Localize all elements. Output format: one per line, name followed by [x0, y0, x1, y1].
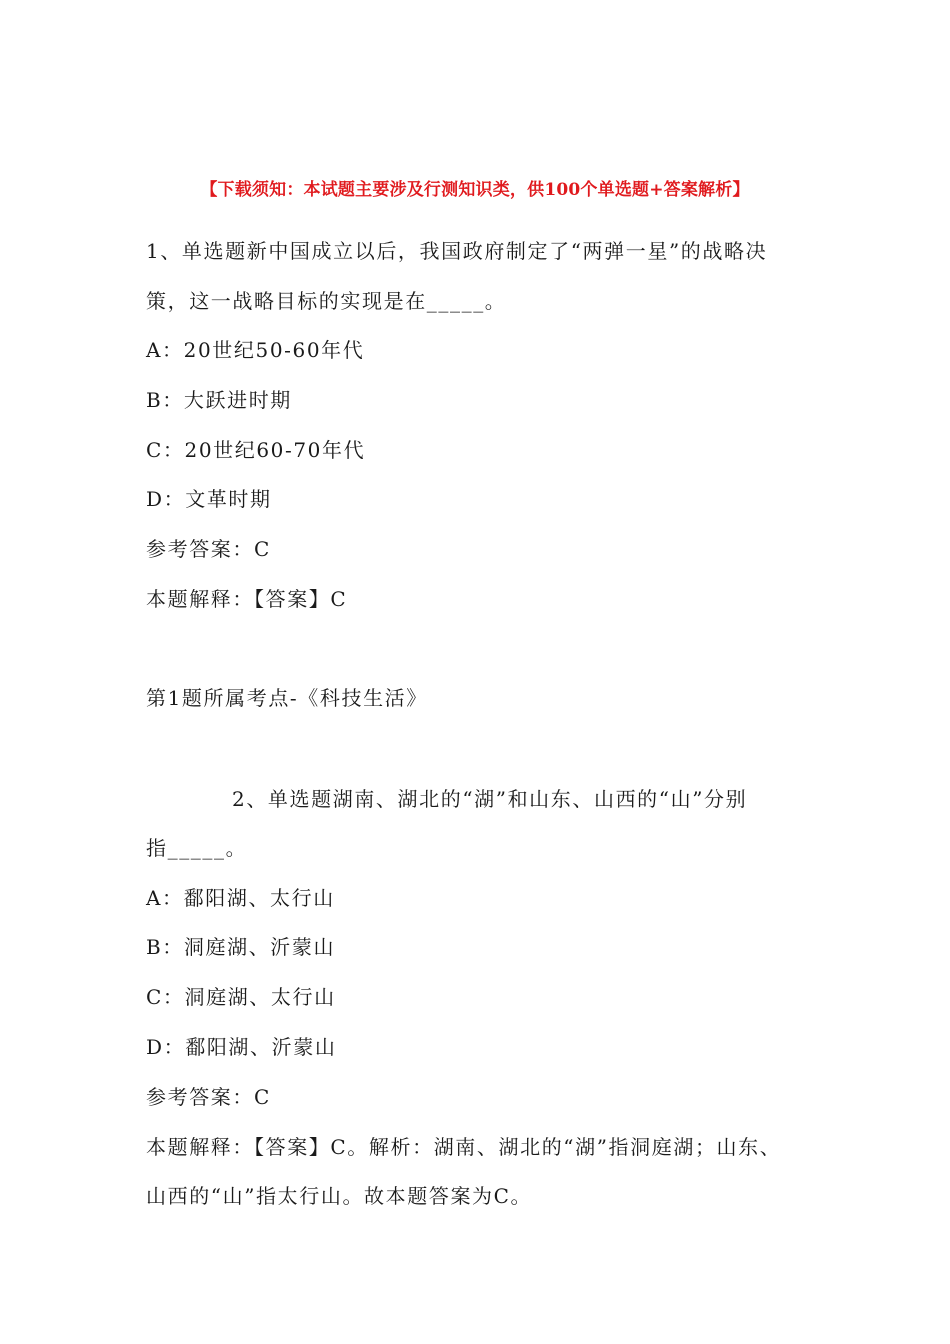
q1-option-a: A：20世纪50-60年代	[146, 338, 365, 362]
q1-option-c: C：20世纪60-70年代	[146, 438, 366, 462]
download-notice: 【下载须知：本试题主要涉及行测知识类，供100个单选题+答案解析】	[200, 180, 750, 200]
q2-answer: 参考答案：C	[146, 1085, 271, 1109]
q2-stem-line1: 2、单选题湖南、湖北的“湖”和山东、山西的“山”分别	[232, 787, 748, 811]
q2-stem-line2: 指_____。	[146, 836, 248, 860]
q2-explanation-line1: 本题解释：【答案】C。解析：湖南、湖北的“湖”指洞庭湖；山东、	[146, 1135, 782, 1159]
q2-option-c: C：洞庭湖、太行山	[146, 985, 336, 1009]
q2-option-d: D：鄱阳湖、沂蒙山	[146, 1035, 337, 1059]
q1-answer: 参考答案：C	[146, 537, 271, 561]
q1-stem-line2: 策，这一战略目标的实现是在_____。	[146, 289, 507, 313]
q2-option-b: B：洞庭湖、沂蒙山	[146, 935, 336, 959]
q1-option-b: B：大跃进时期	[146, 388, 292, 412]
q2-explanation-line2: 山西的“山”指太行山。故本题答案为C。	[146, 1184, 533, 1208]
q1-topic: 第1题所属考点-《科技生活》	[146, 686, 428, 710]
q1-explanation: 本题解释：【答案】C	[146, 587, 348, 611]
q1-option-d: D：文革时期	[146, 487, 272, 511]
q1-stem-line1: 1、单选题新中国成立以后，我国政府制定了“两弹一星”的战略决	[146, 239, 768, 263]
q2-option-a: A：鄱阳湖、太行山	[146, 886, 335, 910]
